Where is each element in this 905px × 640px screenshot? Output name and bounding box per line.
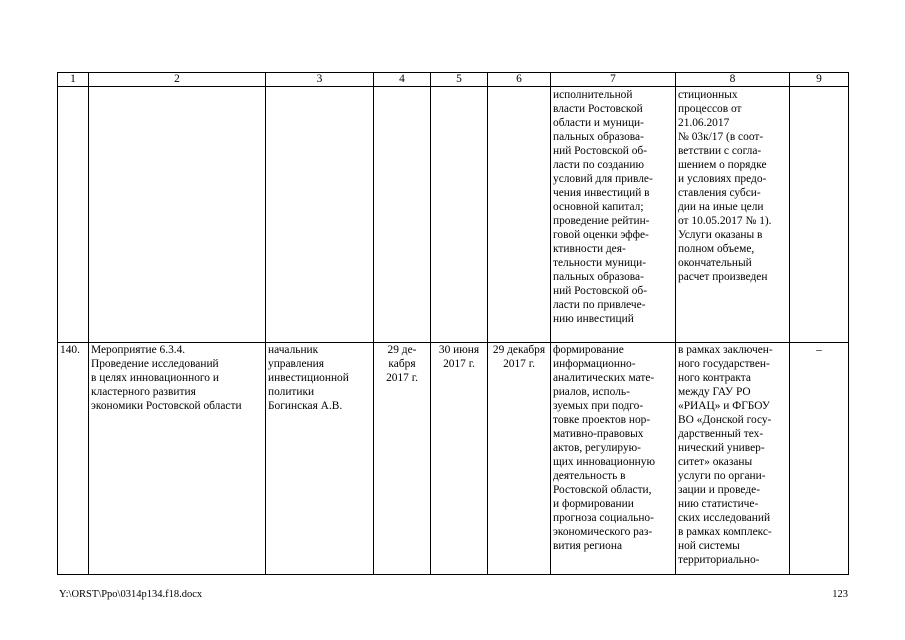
planned-date-cell [374,87,431,343]
planned-date-cell: 29 де- кабря 2017 г. [374,343,431,575]
planned-results-cell: формирование информационно- аналитических мате- риалов, исполь- зуемых при подго- товке проектов нор- мативно-правовых актов, регулирую- щих инновационную деятельность в Ростовской области, и формировании прогноза социально- экономического раз- вития региона [551,343,676,575]
page-number: 123 [832,589,848,600]
table-row [58,87,849,343]
row-number-cell [58,87,89,343]
responsible-cell [266,87,374,343]
column-number: 7 [551,73,676,87]
column-number: 6 [488,73,551,87]
activity-cell: Мероприятие 6.3.4. Проведение исследований в целях инновационного и кластерного развития экономики Ростовской области [89,343,266,575]
activity-cell [89,87,266,343]
column-number: 8 [676,73,790,87]
actual-results-cell: стиционных процессов от 21.06.2017 № 03к/17 (в соот- ветствии с согла- шением о порядке и условиях предо- ставления субси- дии на иные цели от 10.05.2017 № 1). Услуги оказаны в полном объеме, окончательный расчет произведен [676,87,790,343]
column-number: 1 [58,73,89,87]
actual-start-cell: 30 июня 2017 г. [431,343,488,575]
actual-end-cell [488,87,551,343]
notes-cell: – [790,343,849,575]
responsible-cell: начальник управления инвестиционной политики Богинская А.В. [266,343,374,575]
column-number: 5 [431,73,488,87]
report-table [57,72,849,575]
actual-results-cell: в рамках заключен- ного государствен- ного контракта между ГАУ РО «РИАЦ» и ФГБОУ ВО «Донской госу- дарственный тех- нический универ- ситет» оказаны услуги по органи- зации и проведе- нию статистиче- ских исследований в рамках комплекс- ной системы территориально- [676,343,790,575]
table-header-row [58,73,849,87]
column-number: 2 [89,73,266,87]
footer-file-path: Y:\ORST\Ppo\0314p134.f18.docx [59,589,203,600]
column-number: 3 [266,73,374,87]
column-number: 4 [374,73,431,87]
actual-end-cell: 29 декабря 2017 г. [488,343,551,575]
notes-cell [790,87,849,343]
actual-start-cell [431,87,488,343]
row-number-cell: 140. [58,343,89,575]
table-row [58,343,849,575]
column-number: 9 [790,73,849,87]
planned-results-cell: исполнительной власти Ростовской области и муници- пальных образова- ний Ростовской об- ласти по созданию условий для привле- чения инвестиций в основной капитал; проведение рейтин- говой оценки эффе- ктивности дея- тельности муници- пальных образова- ний Ростовской об- ласти по привлече- нию инвестиций [551,87,676,343]
